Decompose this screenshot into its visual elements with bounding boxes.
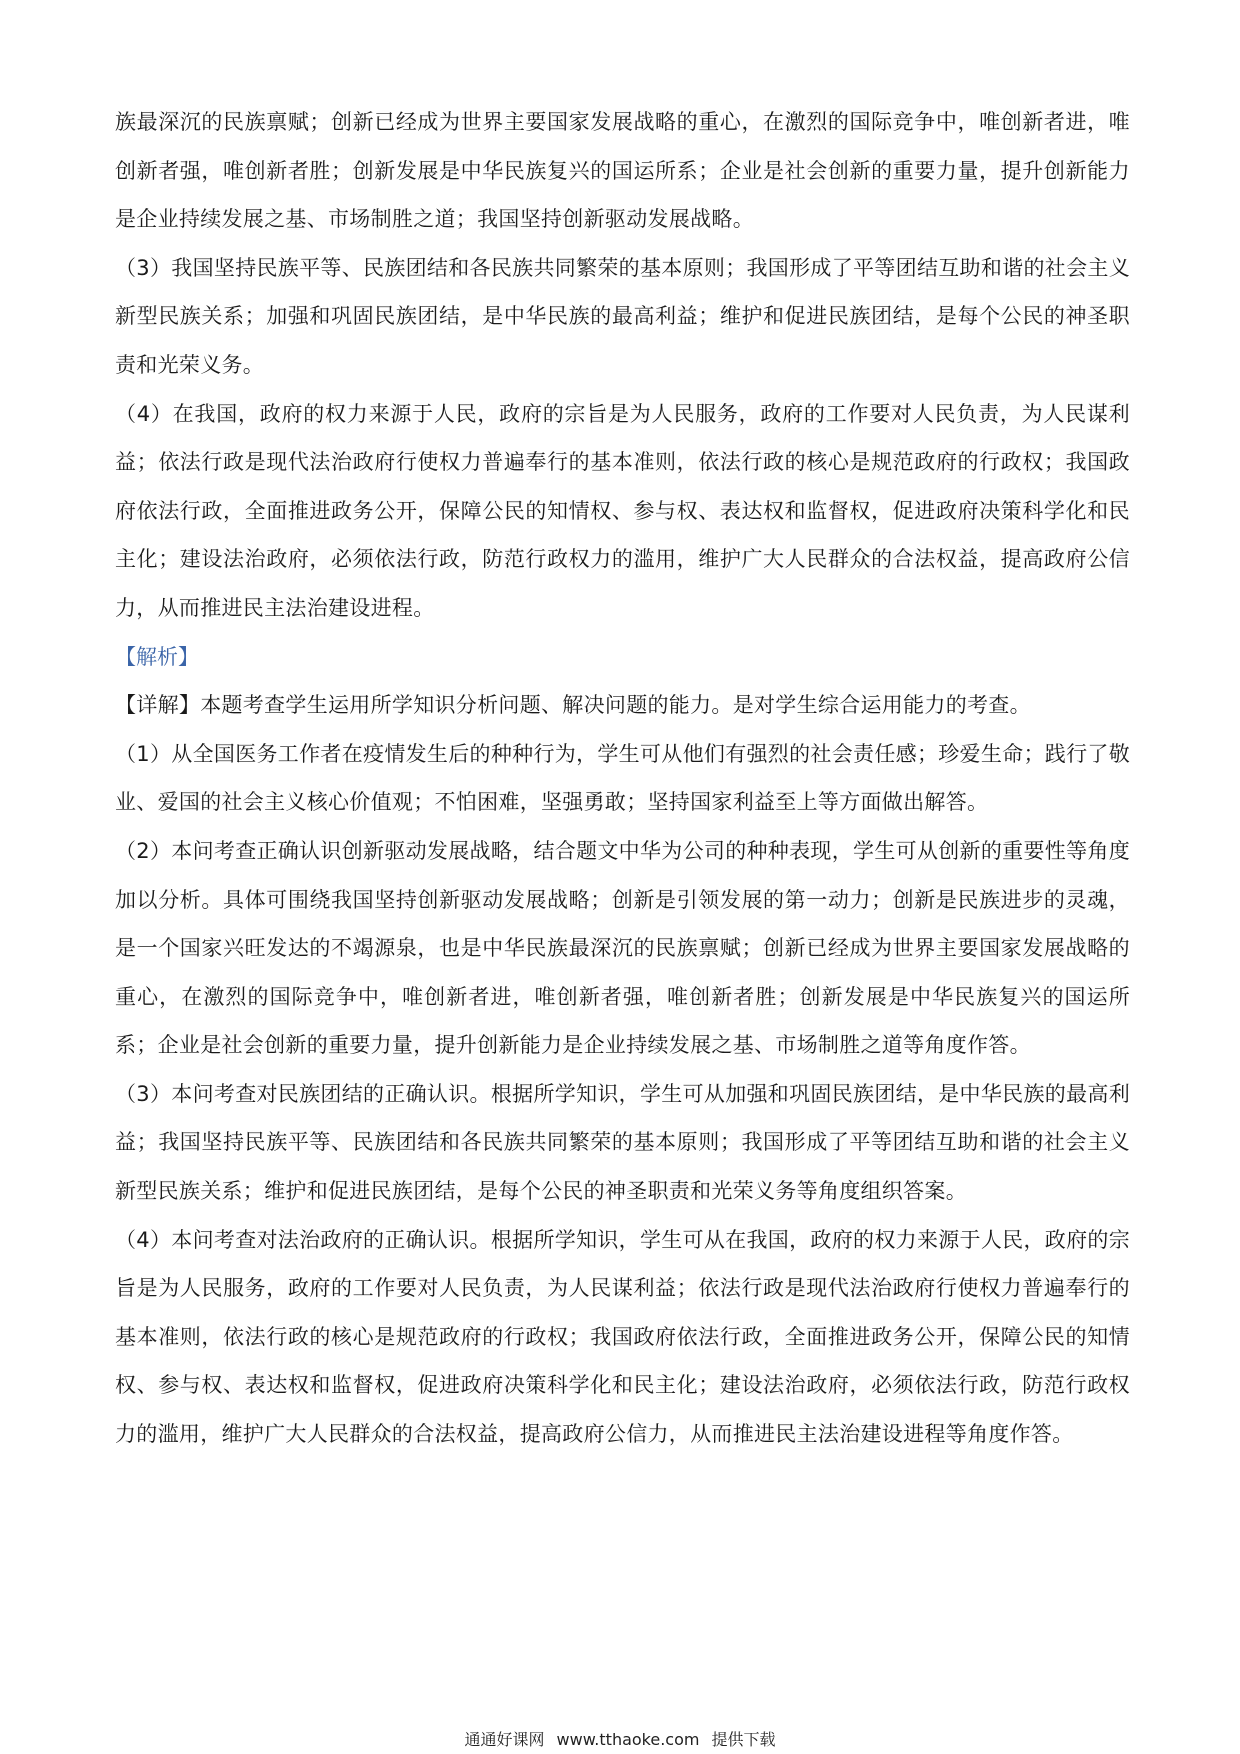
analysis-heading: 【解析】 [115, 644, 199, 669]
analysis-paragraph-2: （2）本问考查正确认识创新驱动发展战略，结合题文中华为公司的种种表现，学生可从创新的重要性等角度加以分析。具体可围绕我国坚持创新驱动发展战略；创新是引领发展的第一动力；创新是民族进步的灵魂，是一个国家兴旺发达的不竭源泉，也是中华民族最深沉的民族禀赋；创新已经成为世界主要国家发展战略的重心，在激烈的国际竞争中，唯创新者进，唯创新者强，唯创新者胜；创新发展是中华民族复兴的国运所系；企业是社会创新的重要力量，提升创新能力是企业持续发展之基、市场制胜之道等角度作答。 [115, 838, 1130, 1058]
analysis-paragraph-3: （3）本问考查对民族团结的正确认识。根据所学知识，学生可从加强和巩固民族团结，是中华民族的最高利益；我国坚持民族平等、民族团结和各民族共同繁荣的基本原则；我国形成了平等团结互助和谐的社会主义新型民族关系；维护和促进民族团结，是每个公民的神圣职责和光荣义务等角度组织答案。 [115, 1081, 1130, 1204]
analysis-paragraph-4: （4）本问考查对法治政府的正确认识。根据所学知识，学生可从在我国，政府的权力来源于人民，政府的宗旨是为人民服务，政府的工作要对人民负责，为人民谋利益；依法行政是现代法治政府行使权力普遍奉行的基本准则，依法行政的核心是规范政府的行政权；我国政府依法行政，全面推进政务公开，保障公民的知情权、参与权、表达权和监督权，促进政府决策科学化和民主化；建设法治政府，必须依法行政，防范行政权力的滥用，维护广大人民群众的合法权益，提高政府公信力，从而推进民主法治建设进程等角度作答。 [115, 1227, 1130, 1447]
footer-site-name: 通通好课网 [464, 1730, 545, 1749]
footer-suffix: 提供下载 [711, 1730, 776, 1749]
answer-paragraph-3: （3）我国坚持民族平等、民族团结和各民族共同繁荣的基本原则；我国形成了平等团结互助和谐的社会主义新型民族关系；加强和巩固民族团结，是中华民族的最高利益；维护和促进民族团结，是每个公民的神圣职责和光荣义务。 [115, 255, 1130, 377]
answer-paragraph-4: （4）在我国，政府的权力来源于人民，政府的宗旨是为人民服务，政府的工作要对人民负责，为人民谋利益；依法行政是现代法治政府行使权力普遍奉行的基本准则，依法行政的核心是规范政府的行政权；我国政府依法行政，全面推进政务公开，保障公民的知情权、参与权、表达权和监督权，促进政府决策科学化和民主化；建设法治政府，必须依法行政，防范行政权力的滥用，维护广大人民群众的合法权益，提高政府公信力，从而推进民主法治建设进程。 [115, 401, 1130, 620]
footer-url[interactable]: www.tthaoke.com [556, 1730, 700, 1749]
analysis-paragraph-1: （1）从全国医务工作者在疫情发生后的种种行为，学生可从他们有强烈的社会责任感；珍爱生命；践行了敬业、爱国的社会主义核心价值观；不怕困难，坚强勇敢；坚持国家利益至上等方面做出解答。 [115, 741, 1130, 815]
document-body [115, 98, 1130, 1459]
page-footer [0, 1730, 1240, 1750]
analysis-detail-intro: 【详解】本题考查学生运用所学知识分析问题、解决问题的能力。是对学生综合运用能力的考查。 [115, 693, 1031, 718]
answer-paragraph-2-continued: 族最深沉的民族禀赋；创新已经成为世界主要国家发展战略的重心，在激烈的国际竞争中，唯创新者进，唯创新者强，唯创新者胜；创新发展是中华民族复兴的国运所系；企业是社会创新的重要力量，提升创新能力是企业持续发展之基、市场制胜之道；我国坚持创新驱动发展战略。 [115, 110, 1130, 232]
